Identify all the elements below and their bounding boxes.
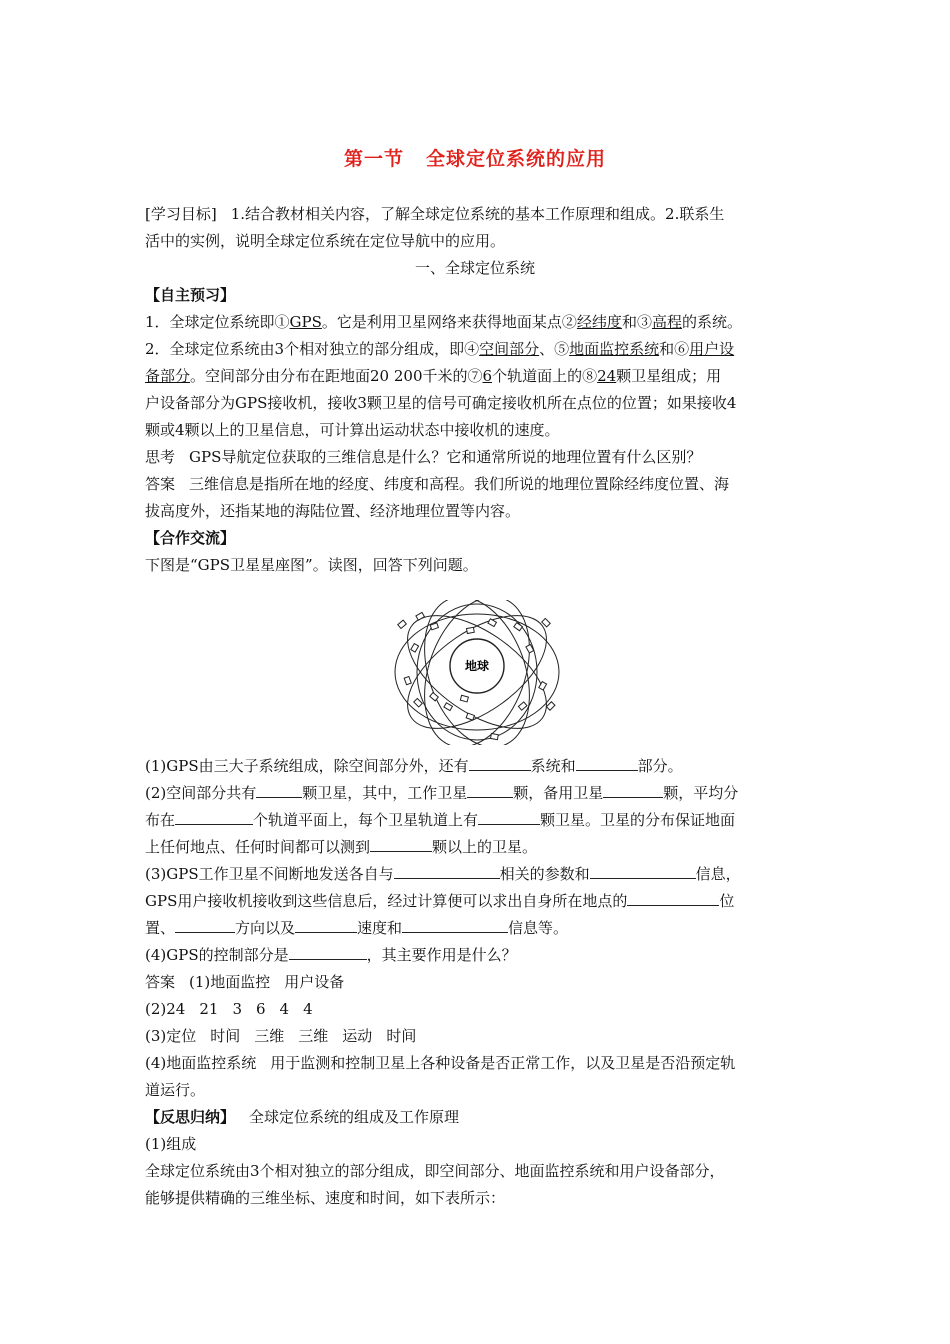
blank-field[interactable] [467, 783, 513, 798]
satellite-icon [398, 620, 407, 628]
reflect-topic: 全球定位系统的组成及工作原理 [249, 1108, 460, 1126]
satellite-icon [404, 676, 411, 684]
answer-gps: GPS [289, 313, 322, 331]
preview-paragraph2-line2: 备部分。空间部分由分布在距地面20 200千米的⑦6个轨道面上的⑧24颗卫星组成；用 [145, 367, 722, 385]
blank-field[interactable] [402, 918, 508, 933]
objectives-line1: [学习目标] 1.结合教材相关内容，了解全球定位系统的基本工作原理和组成。2.联系生 [145, 205, 725, 223]
earth-label: 地球 [464, 659, 490, 673]
blank-field[interactable] [603, 783, 663, 798]
blank-field[interactable] [289, 945, 367, 960]
answer-elevation: 高程 [651, 313, 682, 331]
satellite-icon [444, 703, 453, 711]
coop-answer-3: (3)定位 时间 三维 三维 运动 时间 [145, 1027, 417, 1045]
section-heading: 一、全球定位系统 [414, 259, 535, 277]
page-title [0, 144, 950, 171]
blank-field[interactable] [175, 918, 235, 933]
question-2-line1: (2)空间部分共有 颗卫星，其中，工作卫星 颗，备用卫星 颗，平均分 [145, 784, 739, 802]
question-1: (1)GPS由三大子系统组成，除空间部分外，还有 系统和 部分。 [145, 757, 683, 775]
answer-label: 答案 [145, 475, 176, 493]
question-2-line3: 上任何地点、任何时间都可以测到 颗以上的卫星。 [145, 838, 538, 856]
satellite-icon [414, 698, 422, 706]
blank-field[interactable] [576, 756, 638, 771]
blank-field[interactable] [590, 864, 696, 879]
satellite-icon [518, 702, 527, 710]
answer-ground-segment: 地面监控系统 [569, 340, 660, 358]
think-label: 思考 [145, 448, 176, 466]
satellite-icon [466, 713, 474, 720]
question-2-line2: 布在 个轨道平面上，每个卫星轨道上有 颗卫星。卫星的分布保证地面 [145, 811, 736, 829]
satellite-icon [514, 623, 523, 631]
question-3-line3: 置、 方向以及 速度和 信息等。 [145, 919, 569, 937]
question-4: (4)GPS的控制部分是 ，其主要作用是什么？ [145, 946, 517, 964]
think-question: 思考 GPS导航定位获取的三维信息是什么？它和通常所说的地理位置有什么区别？ [145, 448, 702, 466]
blank-field[interactable] [295, 918, 357, 933]
preview-paragraph2-line1: 2．全球定位系统由3个相对独立的部分组成，即④空间部分、⑤地面监控系统和⑥用户设 [145, 340, 735, 358]
answer-satellite-count: 24 [597, 367, 617, 385]
reflect-heading-line [145, 1107, 810, 1127]
satellite-icon [546, 702, 554, 710]
title-text: 全球定位系统的应用 [426, 148, 607, 170]
coop-answer-1: 答案 (1)地面监控 用户设备 [145, 973, 345, 991]
blank-field[interactable] [394, 864, 500, 879]
satellite-icon [542, 618, 550, 626]
question-3-line2: GPS用户接收机接收到这些信息后，经过计算便可以求出自身所在地点的 位 [145, 892, 735, 910]
satellite-icon [488, 619, 497, 627]
coop-intro: 下图是“GPS卫星星座图”。读图，回答下列问题。 [145, 556, 478, 574]
gps-constellation-figure [387, 600, 567, 745]
satellite-icon [467, 627, 475, 633]
blank-field[interactable] [627, 891, 719, 906]
satellite-icon [416, 612, 425, 620]
objectives-line2: 活中的实例，说明全球定位系统在定位导航中的应用。 [145, 232, 506, 250]
reflect-subheading: (1)组成 [145, 1135, 197, 1153]
blank-field[interactable] [469, 756, 531, 771]
blank-field[interactable] [175, 810, 253, 825]
preview-heading: 【自主预习】 [145, 286, 236, 304]
reflect-paragraph-line2: 能够提供精确的三维坐标、速度和时间，如下表所示： [145, 1189, 506, 1207]
blank-field[interactable] [478, 810, 540, 825]
satellite-icon [411, 644, 419, 653]
satellite-icon [460, 695, 468, 702]
answer-user-segment: 用户设 [689, 340, 735, 358]
answer-orbit-count: 6 [482, 367, 493, 385]
coop-answer-4-line2: 道运行。 [145, 1081, 206, 1099]
objectives-label: [学习目标] [145, 205, 217, 223]
preview-paragraph2-line4: 颗或4颗以上的卫星信息，可计算出运动状态中接收机的速度。 [145, 421, 560, 439]
coop-answer-4-line1: (4)地面监控系统 用于监测和控制卫星上各种设备是否正常工作，以及卫星是否沿预定轨 [145, 1054, 736, 1072]
preview-paragraph1: 1．全球定位系统即①GPS。它是利用卫星网络来获得地面某点②经纬度和③高程的系统。 [145, 313, 742, 331]
coop-answer-2: (2)24 21 3 6 4 4 [145, 1000, 313, 1018]
preview-paragraph2-line3: 户设备部分为GPS接收机，接收3颗卫星的信号可确定接收机所在点位的位置；如果接收4 [145, 394, 737, 412]
reflect-paragraph-line1: 全球定位系统由3个相对独立的部分组成，即空间部分、地面监控系统和用户设备部分， [145, 1162, 725, 1180]
coop-heading: 【合作交流】 [145, 529, 236, 547]
blank-field[interactable] [256, 783, 302, 798]
think-answer-line2: 拔高度外，还指某地的海陆位置、经济地理位置等内容。 [145, 502, 521, 520]
satellite-icon [491, 734, 499, 740]
answer-space-segment: 空间部分 [479, 340, 540, 358]
blank-field[interactable] [370, 837, 432, 852]
reflect-heading: 【反思归纳】 [145, 1108, 236, 1126]
think-answer-line1: 答案 三维信息是指所在地的经度、纬度和高程。我们所说的地理位置除经纬度位置、海 [145, 475, 730, 493]
question-3-line1: (3)GPS工作卫星不间断地发送各自与 相关的参数和 信息， [145, 865, 741, 883]
answer-label: 答案 [145, 973, 176, 991]
title-section-number: 第一节 [343, 148, 404, 170]
answer-latlon: 经纬度 [576, 313, 622, 331]
